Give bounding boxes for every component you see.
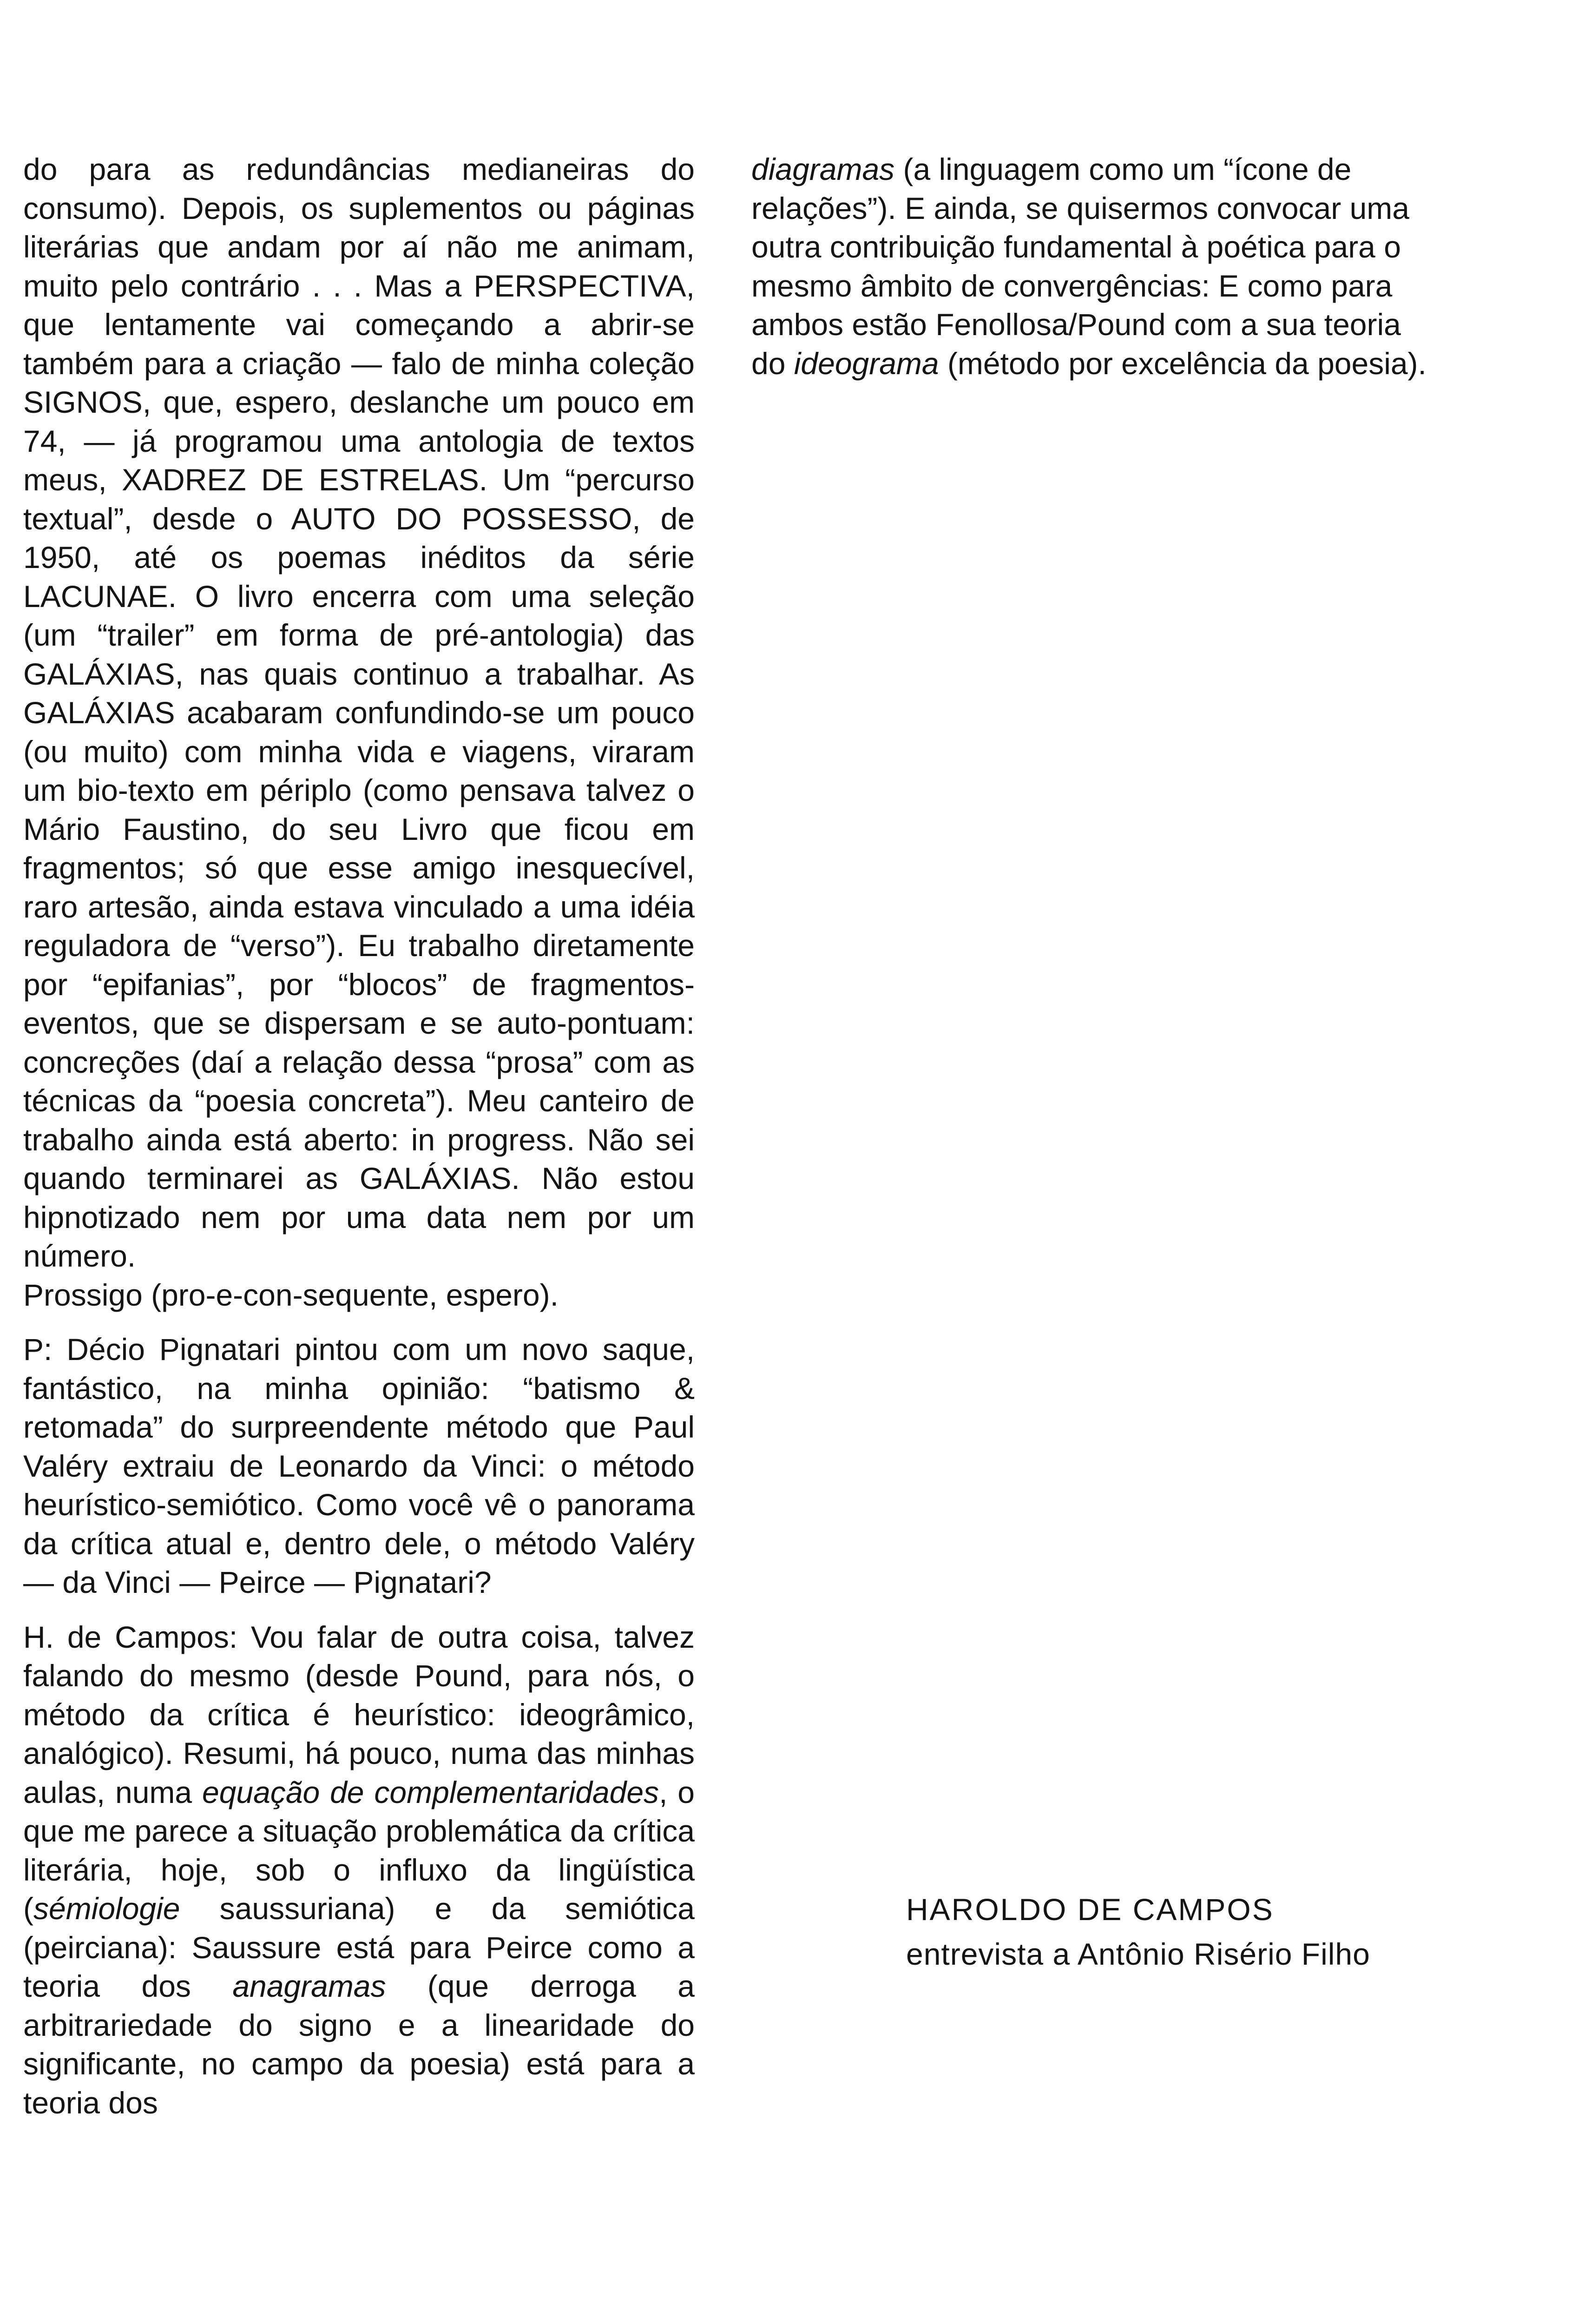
paragraph-continuation [751, 150, 1430, 383]
answer-text-2: , o que me parece a situação problemática da crítica literária, hoje, sob o influxo da lingüística ( [23, 1775, 695, 1926]
right-column [751, 150, 1430, 383]
byline-subtitle: entrevista a Antônio Risério Filho [906, 1937, 1370, 1971]
continuation-italic-1: diagramas [751, 152, 895, 186]
author-name: HAROLDO DE CAMPOS [906, 1892, 1274, 1927]
paragraph-answer [23, 1618, 695, 2123]
continuation-text-1: (a linguagem como um “ícone de relações”). E ainda, se quisermos convocar uma outra contribuição fundamental à poética para o mesmo âmbito de convergências: E como para ambos estão Fenollosa/Pound com a sua teoria do [751, 152, 1409, 381]
answer-italic-1: equação de complementaridades [202, 1775, 659, 1809]
byline [906, 1887, 1510, 1976]
paragraph-galaxias: do para as redundâncias medianeiras do consumo). Depois, os suplementos ou páginas literárias que andam por aí não me animam, muito pelo contrário . . . Mas a PERSPECTIVA, que lentamente vai começando a abrir-se também para a criação — falo de minha coleção SIGNOS, que, espero, deslanche um pouco em 74, — já programou uma antologia de textos meus, XADREZ DE ESTRELAS. Um “percurso textual”, desde o AUTO DO POSSESSO, de 1950, até os poemas inéditos da série LACUNAE. O livro encerra com uma seleção (um “trailer” em forma de pré-antologia) das GALÁXIAS, nas quais continuo a trabalhar. As GALÁXIAS acabaram confundindo-se um pouco (ou muito) com minha vida e viagens, viraram um bio-texto em périplo (como pensava talvez o Mário Faustino, do seu Livro que ficou em fragmentos; só que esse amigo inesquecível, raro artesão, ainda estava vinculado a uma idéia reguladora de “verso”). Eu trabalho diretamente por “epifanias”, por “blocos” de fragmentos-eventos, que se dispersam e se auto-pontuam: concreções (daí a relação dessa “prosa” com as técnicas da “poesia concreta”). Meu canteiro de trabalho ainda está aberto: in progress. Não sei quando terminarei as GALÁXIAS. Não estou hipnotizado nem por uma data nem por um número. [23, 152, 695, 1273]
answer-text-3: saussuriana) e da semiótica (peirciana): Saussure está para Peirce como a teoria dos [23, 1891, 695, 2003]
answer-italic-2: sémiologie [33, 1891, 180, 1926]
answer-text-1: H. de Campos: Vou falar de outra coisa, talvez falando do mesmo (desde Pound, para nós, o método da crítica é heurístico: ideogrâmico, analógico). Resumi, há pouco, numa das minhas aulas, numa [23, 1619, 695, 1809]
left-column [23, 150, 695, 2122]
paragraph-galaxias-end: Prossigo (pro-e-con-sequente, espero). [23, 1277, 559, 1312]
continuation-text-2: (método por excelência da poesia). [939, 346, 1427, 381]
continuation-italic-2: ideograma [794, 346, 939, 381]
answer-italic-3: anagramas [232, 1969, 386, 2003]
paragraph-question: P: Décio Pignatari pintou com um novo saque, fantástico, na minha opinião: “batismo & retomada” do surpreendente método que Paul Valéry extraiu de Leonardo da Vinci: o método heurístico-semiótico. Como você vê o panorama da crítica atual e, dentro dele, o método Valéry — da Vinci — Peirce — Pignatari? [23, 1332, 695, 1599]
answer-text-4: (que derroga a arbitrariedade do signo e a linearidade do significante, no campo da poesia) está para a teoria dos [23, 1969, 695, 2120]
